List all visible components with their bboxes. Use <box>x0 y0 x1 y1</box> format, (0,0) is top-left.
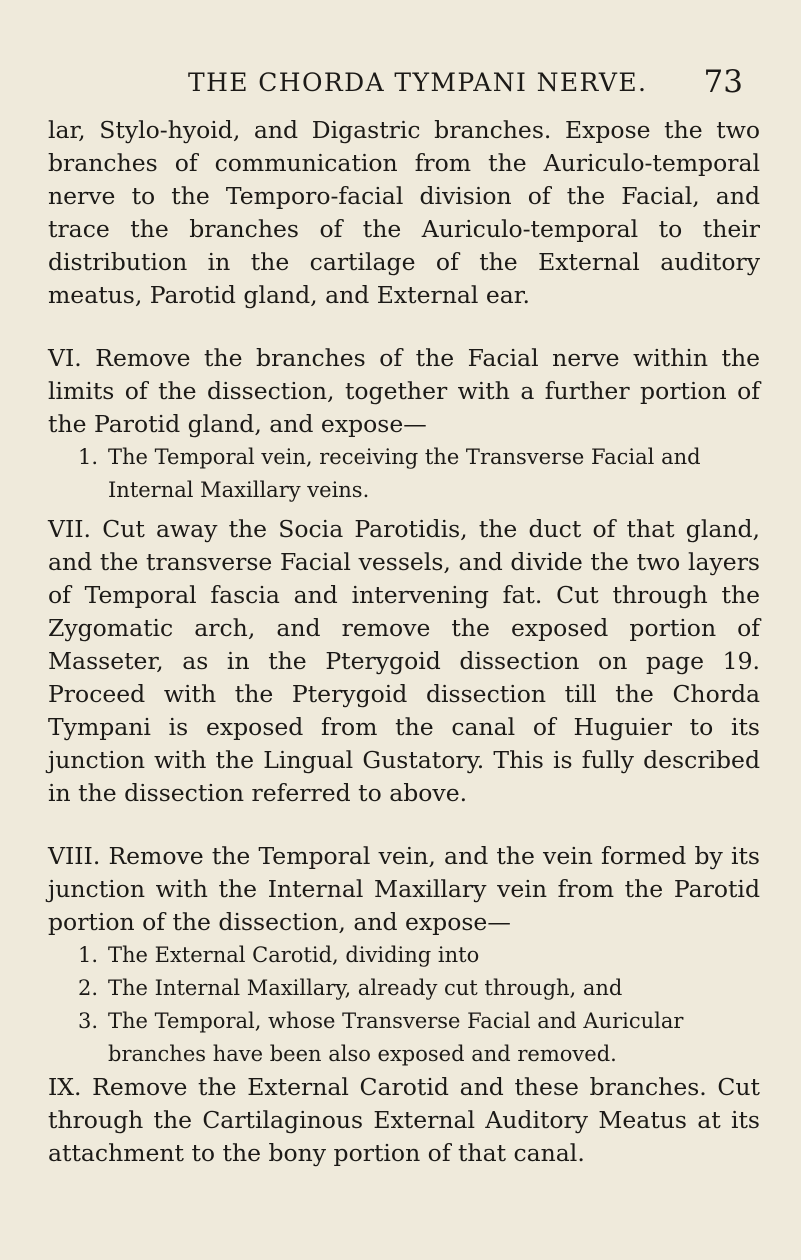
section-vi: VI. Remove the branches of the Facial nerve within the limits of the dissection, together with a further portion of the Parotid gland, and expose— <box>48 344 760 438</box>
section-viii: VIII. Remove the Temporal vein, and the vein formed by its junction with the Internal Maxillary vein from the Parotid portion of the dissection, and expose— <box>48 842 760 936</box>
item-text: The Temporal vein, receiving the Transverse Facial and Internal Maxillary veins. <box>108 445 701 502</box>
item-number: 1. <box>78 445 99 469</box>
page-number: 73 <box>703 64 743 100</box>
item-number: 1. <box>78 943 99 967</box>
paragraph-continuation: lar, Stylo-hyoid, and Digastric branches. Expose the two branches of communication from the Auriculo-temporal nerve to the Temporo-facial division of the Facial, and trace the branches of the Auriculo-temporal to their distribution in the cartilage of the External auditory meatus, Parotid gland, and External ear. <box>48 116 760 309</box>
chapter-title: THE CHORDA TYMPANI NERVE. <box>188 68 648 97</box>
section-vii: VII. Cut away the Socia Parotidis, the duct of that gland, and the transverse Facial vessels, and divide the two layers of Temporal fascia and intervening fat. Cut through the Zygomatic arch, and remove the exposed portion of Masseter, as in the Pterygoid dissection on page 19. Proceed with the Pterygoid dissection till the Chorda Tympani is exposed from the canal of Huguier to its junction with the Lingual Gustatory. This is fully described in the dissection referred to above. <box>48 515 760 807</box>
item-number: 2. <box>78 976 99 1000</box>
section-viii-item-3 <box>48 1005 760 1071</box>
item-number: 3. <box>78 1009 99 1033</box>
section-ix: IX. Remove the External Carotid and these branches. Cut through the Cartilaginous External Auditory Meatus at its attachment to the bony portion of that canal. <box>48 1073 760 1167</box>
section-vi-item-1 <box>48 441 760 507</box>
item-text: The Temporal, whose Transverse Facial and Auricular branches have been also exposed and removed. <box>108 1009 684 1066</box>
item-text: The External Carotid, dividing into <box>108 943 480 967</box>
body-text <box>48 114 760 1170</box>
running-header <box>0 64 801 104</box>
section-viii-item-2 <box>48 972 760 1005</box>
item-text: The Internal Maxillary, already cut through, and <box>108 976 623 1000</box>
section-viii-item-1 <box>48 939 760 972</box>
